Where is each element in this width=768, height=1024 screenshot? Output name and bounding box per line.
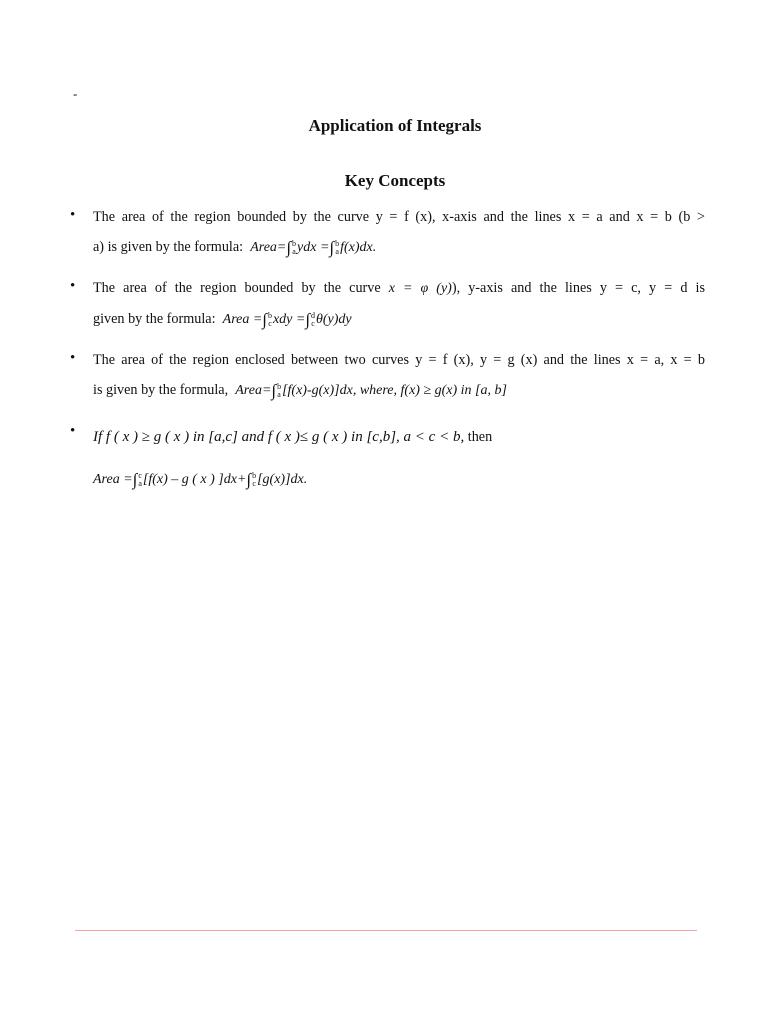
upper-limit: d: [311, 310, 316, 320]
lower-limit: a: [292, 246, 296, 256]
integrand: [g(x)]dx.: [257, 472, 308, 487]
footer-rule: [75, 930, 697, 931]
then-word: then: [467, 429, 493, 445]
integral-limits: [268, 312, 272, 328]
area-formula-3: [235, 383, 507, 398]
integral-sign: ∫: [262, 310, 267, 329]
integral-limits: [292, 240, 296, 256]
integral-sign: ∫: [132, 470, 138, 489]
integrand: [f(x) – g ( x ) ]dx+: [142, 472, 247, 487]
integral-sign: ∫: [271, 381, 277, 400]
upper-limit: b: [277, 381, 282, 391]
bullet-1-line-1: The area of the region bounded by the curve y = f (x), x-axis and the lines x = a and x = b (b >: [93, 209, 705, 225]
bullet-3-lead: is given by the formula,: [93, 382, 229, 398]
area-label: Area =: [222, 312, 263, 327]
integral-sign: ∫: [246, 470, 252, 489]
section-heading: Key Concepts: [344, 171, 446, 190]
bullet-marker: •: [70, 423, 76, 439]
integral-limits: [311, 312, 315, 328]
lower-limit: c: [268, 318, 272, 328]
bullet-4-line-1: [93, 416, 705, 458]
integral-limits: [277, 383, 281, 399]
upper-limit: b: [267, 310, 272, 320]
bullet-3-line-1: The area of the region enclosed between two curves y = f (x), y = g (x) and the lines x = a, x = b: [93, 352, 705, 368]
area-label: Area=: [250, 240, 287, 255]
bullet-2-rest: ), y-axis and the lines y = c, y = d is: [451, 280, 705, 296]
bullet-2-lead: The area of the region bounded by the curve: [93, 280, 381, 296]
integral-limits: [252, 472, 256, 488]
integrand: θ(y)dy: [316, 312, 352, 327]
integral-limits: [138, 472, 142, 488]
condition-math: If f ( x ) ≥ g ( x ) in [a,c] and f ( x )≤ g ( x ) in [c,b], a < c < b,: [93, 429, 465, 445]
area-label: Area=: [235, 383, 272, 398]
integrand: f(x)dx.: [340, 240, 377, 255]
bullet-1-line-2: [93, 232, 705, 263]
bullet-2-line-2: [93, 304, 705, 335]
lower-limit: a: [335, 246, 339, 256]
upper-limit: b: [335, 238, 340, 248]
bullet-item-2: [93, 273, 705, 335]
upper-limit: c: [138, 470, 142, 480]
bullet-item-1: [93, 202, 705, 263]
integrand: xdy =: [272, 312, 306, 327]
bullet-2-lead-2: given by the formula:: [93, 311, 216, 327]
bullet-marker: •: [70, 278, 76, 294]
integral-sign: ∫: [329, 238, 335, 257]
area-label: Area =: [93, 472, 133, 487]
upper-limit: b: [292, 238, 297, 248]
integrand: [f(x)-g(x)]dx, where, f(x) ≥ g(x) in [a, b]: [282, 383, 507, 398]
bullet-1-lead: a) is given by the formula:: [93, 239, 244, 255]
integral-limits: [335, 240, 339, 256]
integrand: ydx =: [297, 240, 330, 255]
integral-sign: ∫: [305, 310, 311, 329]
integral-sign: ∫: [286, 238, 292, 257]
lower-limit: c: [311, 318, 315, 328]
area-formula-2: [223, 312, 352, 327]
lower-limit: c: [252, 478, 256, 488]
bullet-marker: •: [70, 207, 76, 223]
lower-limit: a: [138, 478, 142, 488]
upper-limit: b: [252, 470, 257, 480]
bullet-item-3: [93, 345, 705, 406]
lower-limit: a: [277, 389, 281, 399]
bullet-item-4: [93, 416, 705, 501]
bullet-marker: •: [70, 350, 76, 366]
area-formula-4: [93, 472, 307, 487]
area-formula-1: [250, 240, 376, 255]
bullet-4-line-2: [93, 458, 705, 501]
page-dash: -: [73, 86, 78, 101]
document-title: Application of Integrals: [308, 116, 482, 135]
bullet-2-line-1: [93, 273, 705, 304]
bullet-3-line-2: [93, 375, 705, 406]
inline-math: x = φ (y): [388, 281, 452, 296]
